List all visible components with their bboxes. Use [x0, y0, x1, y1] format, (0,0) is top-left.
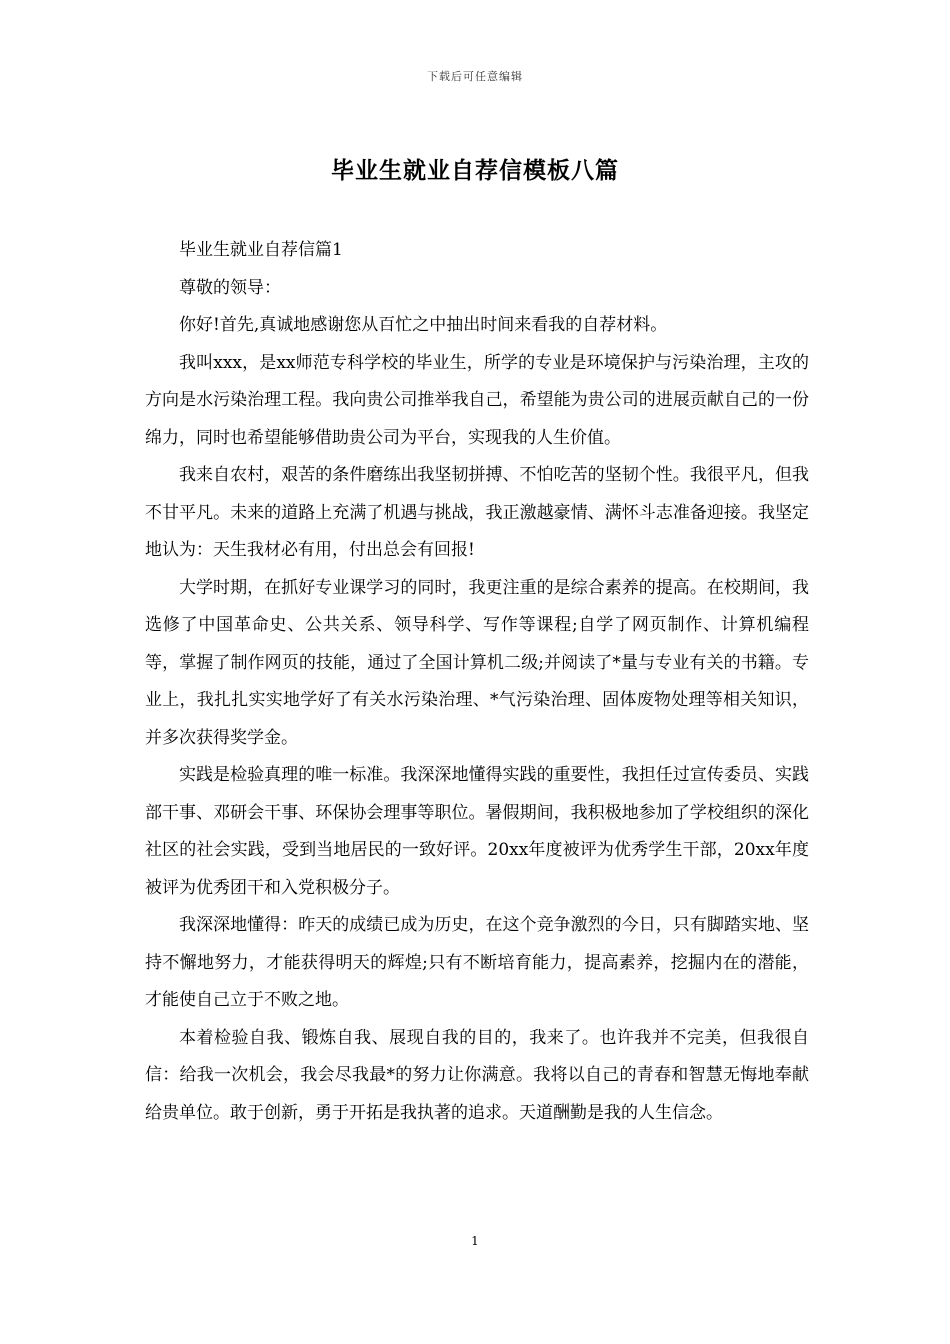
salutation: 尊敬的领导： — [179, 277, 281, 298]
section-heading: 毕业生就业自荐信篇1 — [179, 240, 343, 260]
body-paragraph: 实践是检验真理的唯一标准。我深深地懂得实践的重要性，我担任过宣传委员、实践部干事、邓研会干事、环保协会理事等职位。暑假期间，我积极地参加了学校组织的深化社区的社会实践，受到当地居民的一致好评。20xx年度被评为优秀学生干部，20xx年度被评为优秀团干和入党积极分子。 — [145, 765, 809, 898]
body-paragraph: 我深深地懂得：昨天的成绩已成为历史，在这个竞争激烈的今日，只有脚踏实地、坚持不懈地努力，才能获得明天的辉煌;只有不断培育能力，提高素养，挖掘内在的潜能，才能使自己立于不败之地。 — [145, 915, 809, 1010]
body-paragraph: 你好!首先,真诚地感谢您从百忙之中抽出时间来看我的自荐材料。 — [179, 315, 668, 335]
body-paragraph: 本着检验自我、锻炼自我、展现自我的目的，我来了。也许我并不完美，但我很自信：给我一次机会，我会尽我最*的努力让你满意。我将以自己的青春和智慧无悔地奉献给贵单位。敢于创新，勇于开拓是我执著的追求。天道酬勤是我的人生信念。 — [145, 1027, 809, 1123]
header-note: 下载后可任意编辑 — [427, 70, 523, 83]
document-body — [145, 232, 809, 1132]
body-paragraph: 大学时期，在抓好专业课学习的同时，我更注重的是综合素养的提高。在校期间，我选修了中国革命史、公共关系、领导科学、写作等课程;自学了网页制作、计算机编程等，掌握了制作网页的技能，通过了全国计算机二级;并阅读了*量与专业有关的书籍。专业上，我扎扎实实地学好了有关水污染治理、*气污染治理、固体废物处理等相关知识，并多次获得奖学金。 — [145, 577, 809, 748]
page-number: 1 — [471, 1234, 479, 1248]
body-paragraph: 我来自农村，艰苦的条件磨练出我坚韧拼搏、不怕吃苦的坚韧个性。我很平凡，但我不甘平凡。未来的道路上充满了机遇与挑战，我正激越豪情、满怀斗志准备迎接。我坚定地认为：天生我材必有用，付出总会有回报! — [145, 465, 809, 560]
body-paragraph: 我叫xxx，是xx师范专科学校的毕业生，所学的专业是环境保护与污染治理，主攻的方向是水污染治理工程。我向贵公司推举我自己，希望能为贵公司的进展贡献自己的一份绵力，同时也希望能够借助贵公司为平台，实现我的人生价值。 — [145, 352, 809, 448]
document-title: 毕业生就业自荐信模板八篇 — [331, 157, 619, 184]
